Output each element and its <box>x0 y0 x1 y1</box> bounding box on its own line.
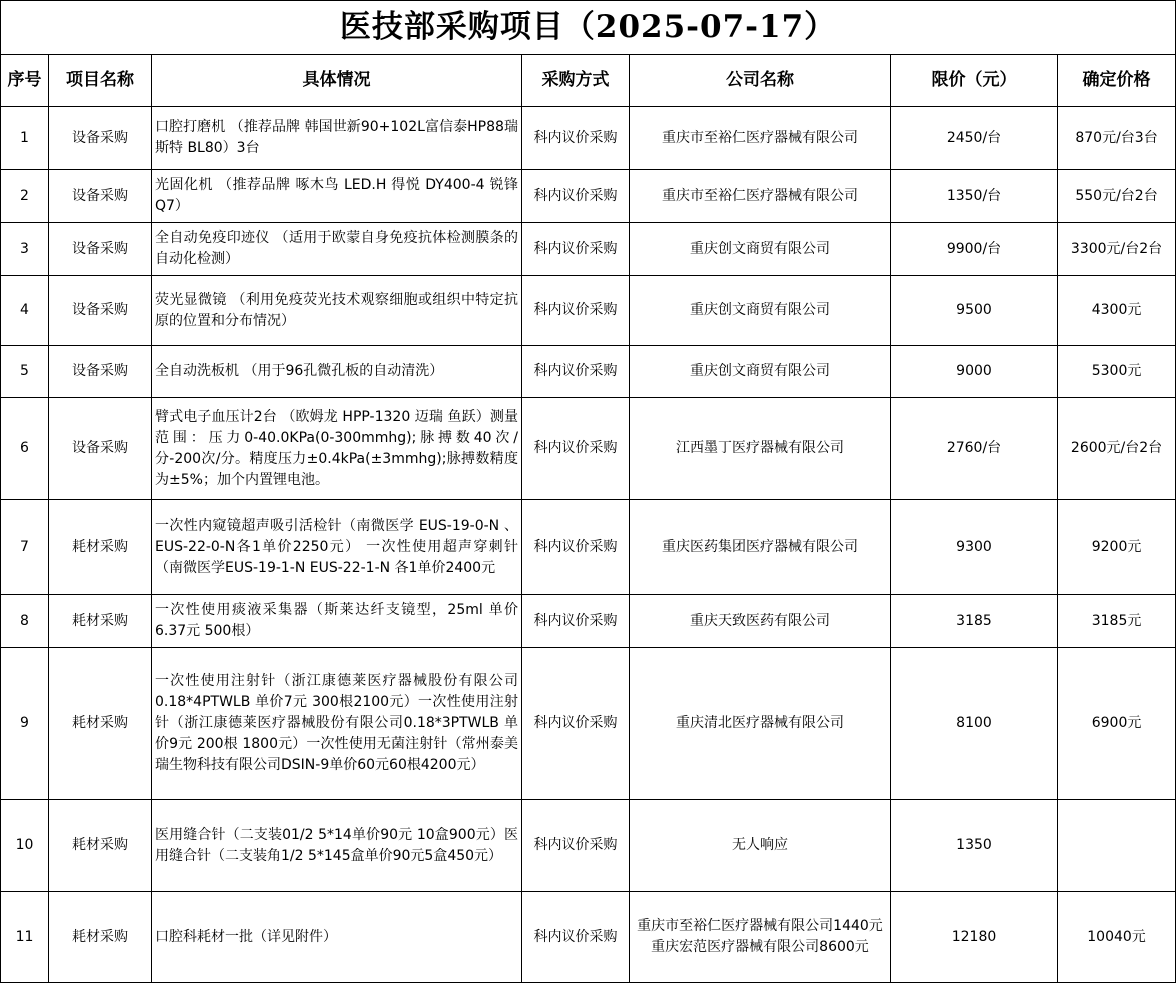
col-header-no: 序号 <box>1 55 49 107</box>
row-final-price: 9200元 <box>1058 500 1176 595</box>
row-final-price: 6900元 <box>1058 648 1176 800</box>
row-number: 11 <box>1 892 49 983</box>
row-final-price: 2600元/台2台 <box>1058 398 1176 500</box>
table-row <box>1 170 1176 223</box>
row-method: 科内议价采购 <box>522 346 630 398</box>
row-number: 5 <box>1 346 49 398</box>
row-category: 设备采购 <box>49 276 152 346</box>
row-limit-price: 9300 <box>891 500 1058 595</box>
row-method: 科内议价采购 <box>522 276 630 346</box>
row-method: 科内议价采购 <box>522 595 630 648</box>
row-limit-price: 9500 <box>891 276 1058 346</box>
row-method: 科内议价采购 <box>522 398 630 500</box>
row-final-price: 10040元 <box>1058 892 1176 983</box>
row-limit-price: 1350/台 <box>891 170 1058 223</box>
row-number: 1 <box>1 107 49 170</box>
row-limit-price: 3185 <box>891 595 1058 648</box>
row-detail: 一次性内窥镜超声吸引活检针（南微医学 EUS-19-0-N 、EUS-22-0-N各1单价2250元） 一次性使用超声穿刺针 （南微医学EUS-19-1-N EUS-22-1-N 各1单价2400元 <box>152 500 522 595</box>
col-header-method: 采购方式 <box>522 55 630 107</box>
row-category: 耗材采购 <box>49 595 152 648</box>
row-method: 科内议价采购 <box>522 892 630 983</box>
row-detail: 口腔科耗材一批（详见附件） <box>152 892 522 983</box>
row-category: 耗材采购 <box>49 892 152 983</box>
row-detail: 全自动免疫印迹仪 （适用于欧蒙自身免疫抗体检测膜条的自动化检测） <box>152 223 522 276</box>
row-method: 科内议价采购 <box>522 107 630 170</box>
row-company: 重庆创文商贸有限公司 <box>630 223 891 276</box>
table-row <box>1 500 1176 595</box>
row-final-price <box>1058 800 1176 892</box>
row-final-price: 5300元 <box>1058 346 1176 398</box>
row-detail: 口腔打磨机 （推荐品牌 韩国世新90+102L富信泰HP88瑞斯特 BL80）3台 <box>152 107 522 170</box>
row-detail: 全自动洗板机 （用于96孔微孔板的自动清洗） <box>152 346 522 398</box>
col-header-detail: 具体情况 <box>152 55 522 107</box>
row-detail: 一次性使用痰液采集器（斯莱达纤支镜型，25ml 单价6.37元 500根） <box>152 595 522 648</box>
table-row <box>1 892 1176 983</box>
row-category: 设备采购 <box>49 398 152 500</box>
row-limit-price: 12180 <box>891 892 1058 983</box>
row-limit-price: 8100 <box>891 648 1058 800</box>
row-final-price: 3185元 <box>1058 595 1176 648</box>
row-number: 9 <box>1 648 49 800</box>
header-row <box>1 55 1176 107</box>
row-category: 耗材采购 <box>49 800 152 892</box>
row-company: 重庆天致医药有限公司 <box>630 595 891 648</box>
row-method: 科内议价采购 <box>522 170 630 223</box>
table-row <box>1 276 1176 346</box>
row-company: 江西墨丁医疗器械有限公司 <box>630 398 891 500</box>
row-company: 重庆市至裕仁医疗器械有限公司 <box>630 107 891 170</box>
row-method: 科内议价采购 <box>522 500 630 595</box>
row-limit-price: 9000 <box>891 346 1058 398</box>
table-row <box>1 346 1176 398</box>
row-method: 科内议价采购 <box>522 223 630 276</box>
table-row <box>1 223 1176 276</box>
row-method: 科内议价采购 <box>522 800 630 892</box>
row-company: 重庆医药集团医疗器械有限公司 <box>630 500 891 595</box>
row-detail: 臂式电子血压计2台 （欧姆龙 HPP-1320 迈瑞 鱼跃）测量范围：压力0-40.0KPa(0-300mmhg);脉搏数40次/分-200次/分。精度压力±0.4kPa(±3mmhg);脉搏数精度为±5%；加个内置锂电池。 <box>152 398 522 500</box>
row-category: 设备采购 <box>49 170 152 223</box>
table-row <box>1 595 1176 648</box>
row-number: 8 <box>1 595 49 648</box>
row-detail: 光固化机 （推荐品牌 啄木鸟 LED.H 得悦 DY400-4 锐锋 Q7） <box>152 170 522 223</box>
row-detail: 一次性使用注射针（浙江康德莱医疗器械股份有限公司0.18*4PTWLB 单价7元 300根2100元）一次性使用注射针（浙江康德莱医疗器械股份有限公司0.18*3PTWLB 单价9元 200根 1800元）一次性使用无菌注射针（常州泰美瑞生物科技有限公司DSIN-9单价60元60根4200元） <box>152 648 522 800</box>
row-company: 重庆创文商贸有限公司 <box>630 276 891 346</box>
row-category: 设备采购 <box>49 223 152 276</box>
table-row <box>1 398 1176 500</box>
row-detail: 医用缝合针（二支装01/2 5*14单价90元 10盒900元）医用缝合针（二支装角1/2 5*145盒单价90元5盒450元） <box>152 800 522 892</box>
row-company: 重庆清北医疗器械有限公司 <box>630 648 891 800</box>
table-row <box>1 107 1176 170</box>
row-number: 10 <box>1 800 49 892</box>
row-category: 设备采购 <box>49 346 152 398</box>
row-limit-price: 9900/台 <box>891 223 1058 276</box>
page-title: 医技部采购项目（2025-07-17） <box>1 1 1176 55</box>
row-number: 6 <box>1 398 49 500</box>
row-category: 耗材采购 <box>49 648 152 800</box>
row-method: 科内议价采购 <box>522 648 630 800</box>
row-final-price: 4300元 <box>1058 276 1176 346</box>
row-final-price: 3300元/台2台 <box>1058 223 1176 276</box>
row-company: 重庆市至裕仁医疗器械有限公司1440元 重庆宏范医疗器械有限公司8600元 <box>630 892 891 983</box>
row-final-price: 550元/台2台 <box>1058 170 1176 223</box>
col-header-final: 确定价格 <box>1058 55 1176 107</box>
row-number: 4 <box>1 276 49 346</box>
table-row <box>1 800 1176 892</box>
col-header-category: 项目名称 <box>49 55 152 107</box>
row-company: 重庆创文商贸有限公司 <box>630 346 891 398</box>
row-company: 无人响应 <box>630 800 891 892</box>
row-final-price: 870元/台3台 <box>1058 107 1176 170</box>
col-header-company: 公司名称 <box>630 55 891 107</box>
row-category: 耗材采购 <box>49 500 152 595</box>
row-company: 重庆市至裕仁医疗器械有限公司 <box>630 170 891 223</box>
table-row <box>1 648 1176 800</box>
row-number: 7 <box>1 500 49 595</box>
row-limit-price: 2450/台 <box>891 107 1058 170</box>
row-category: 设备采购 <box>49 107 152 170</box>
row-limit-price: 2760/台 <box>891 398 1058 500</box>
row-number: 3 <box>1 223 49 276</box>
row-limit-price: 1350 <box>891 800 1058 892</box>
row-number: 2 <box>1 170 49 223</box>
row-detail: 荧光显微镜 （利用免疫荧光技术观察细胞或组织中特定抗原的位置和分布情况） <box>152 276 522 346</box>
col-header-limit: 限价（元） <box>891 55 1058 107</box>
